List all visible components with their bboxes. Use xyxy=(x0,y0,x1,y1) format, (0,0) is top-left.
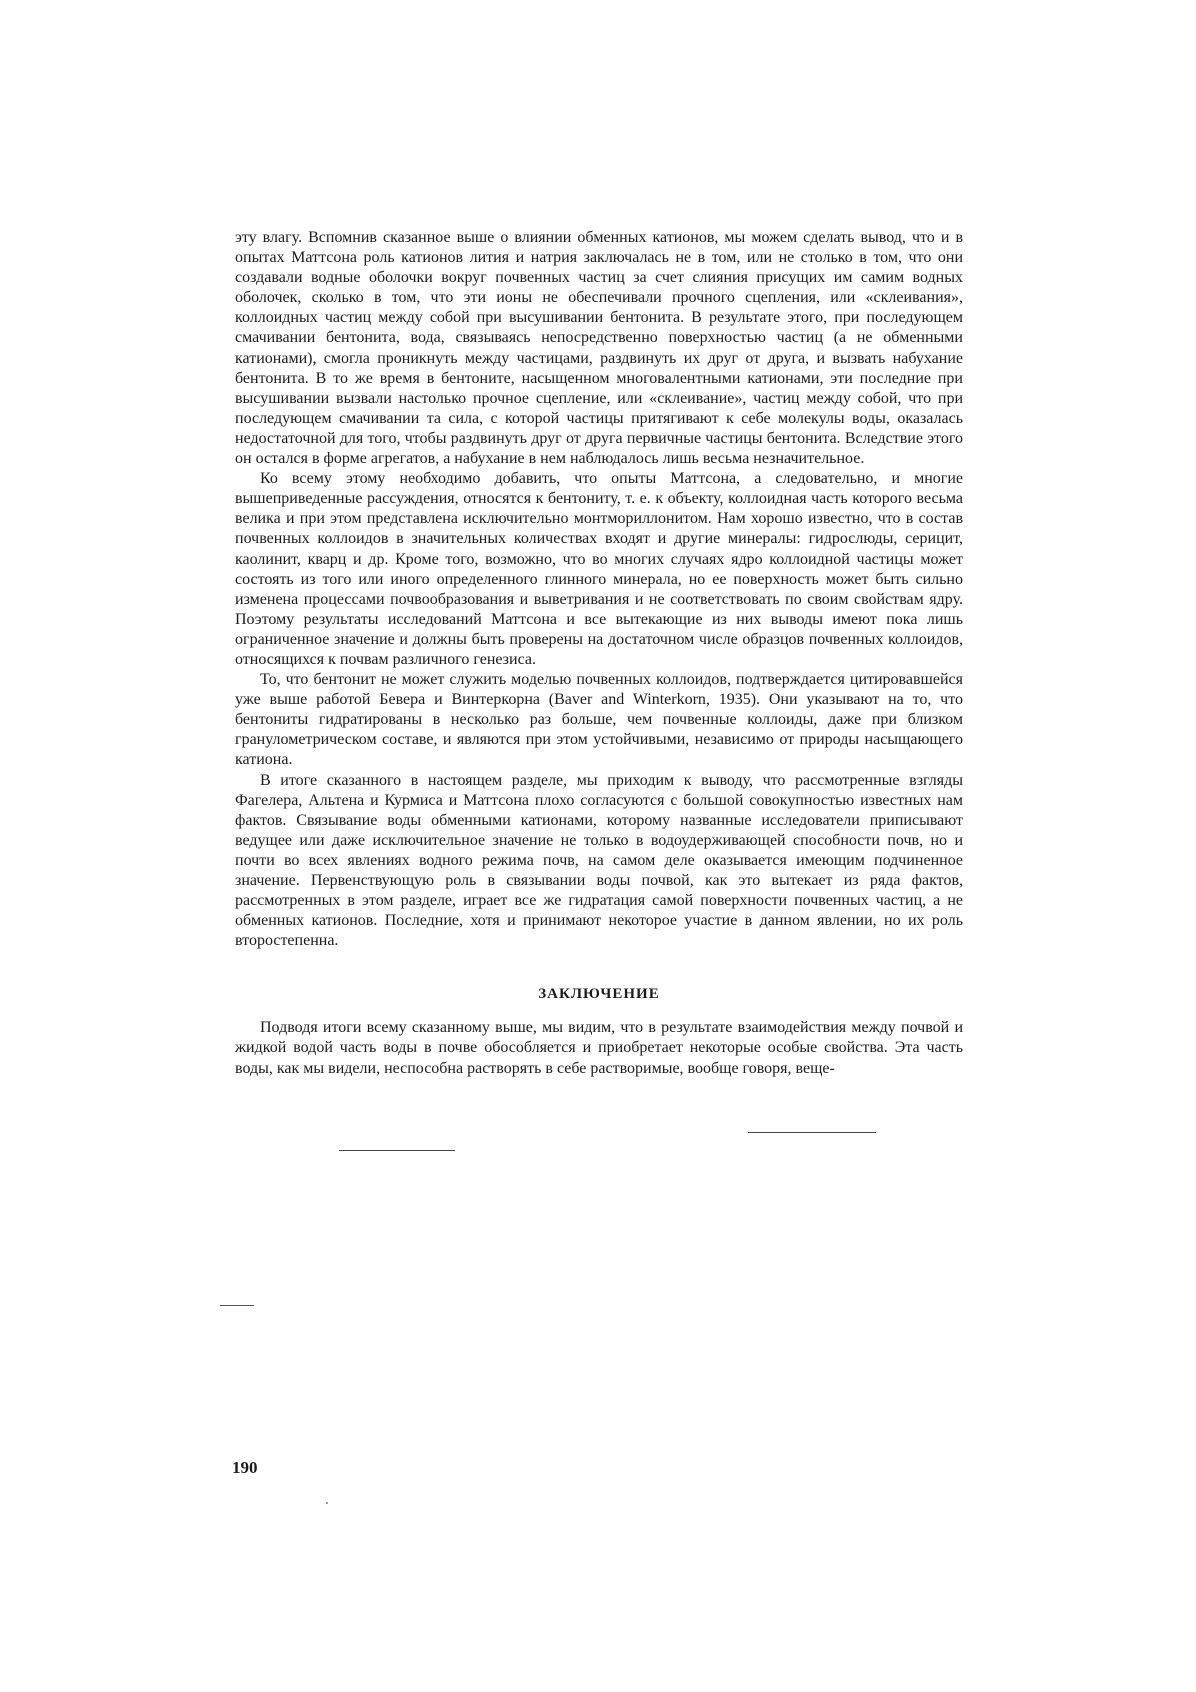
paragraph-4: В итоге сказанного в настоящем разделе, мы приходим к выводу, что рассмотренные взгляды Фагелера, Альтена и Курмиса и Маттсона плохо согласуются с большой совокупностью известных нам фактов. Связывание воды обменными катионами, которому названные исследователи приписывают ведущее или даже исключительное значение не только в водоудерживающей способности почв, но и почти во всех явлениях водного режима почв, на самом деле оказывается имеющим подчиненное значение. Первенствующую роль в связывании воды почвой, как это вытекает из ряда фактов, рассмотренных в этом разделе, играет все же гидратация самой поверхности почвенных частиц, а не обменных катионов. Последние, хотя и принимают некоторое участие в данном явлении, но их роль второстепенна. xyxy=(235,771,963,950)
pencil-underline xyxy=(748,1132,876,1133)
margin-mark xyxy=(220,1305,254,1306)
paragraph-1: эту влагу. Вспомнив сказанное выше о влиянии обменных катионов, мы можем сделать вывод, что и в опытах Маттсона роль катионов лития и натрия заключалась не в том, или не столько в том, что они создавали водные оболочки вокруг почвенных частиц за счет слияния присущих им самим водных оболочек, сколько в том, что эти ионы не обеспечивали прочного сцепления, или «склеивания», коллоидных частиц между собой при высушивании бентонита. В результате этого, при последующем смачивании бентонита, вода, связываясь непосредственно поверхностью частиц (а не обменными катионами), смогла проникнуть между частицами, раздвинуть их друг от друга, и вызвать набухание бентонита. В то же время в бентоните, насыщенном многовалентными катионами, эти последние при высушивании вызвали настолько прочное сцепление, или «склеивание», частиц между собой, что при последующем смачивании та сила, с которой частицы притягивают к себе молекулы воды, оказалась недостаточной для того, чтобы раздвинуть друг от друга первичные частицы бентонита. Вследствие этого он остался в форме агрегатов, а набухание в нем наблюдалось лишь весьма незначительное. xyxy=(235,229,963,468)
pencil-underline xyxy=(339,1150,455,1151)
paragraph-2: Ко всему этому необходимо добавить, что опыты Маттсона, а следовательно, и многие вышеприведенные рассуждения, относятся к бентониту, т. е. к объекту, коллоидная часть которого весьма велика и при этом представлена исключительно монтмориллонитом. Нам хорошо известно, что в состав почвенных коллоидов в значительных количествах входят и другие минералы: гидрослюды, серицит, каолинит, кварц и др. Кроме того, возможно, что во многих случаях ядро коллоидной частицы может состоять из того или иного определенного глинного минерала, но ее поверхность может быть сильно изменена процессами почвообразования и выветривания и не соответствовать по своим свойствам ядру. Поэтому результаты исследований Маттсона и все вытекающие из них выводы имеют пока лишь ограниченное значение и должны быть проверены на достаточном числе образцов почвенных коллоидов, относящихся к почвам различного генезиса. xyxy=(235,470,963,668)
scan-speck xyxy=(326,1502,328,1504)
page-body xyxy=(235,228,963,1079)
page-number: 190 xyxy=(232,1458,258,1477)
conclusion-paragraph: Подводя итоги всему сказанному выше, мы видим, что в результате взаимодействия между почвой и жидкой водой часть воды в почве обособляется и приобретает некоторые особые свойства. Эта часть воды, как мы видели, неспособна растворять в себе растворимые, вообще говоря, веще- xyxy=(235,1019,963,1077)
section-heading: ЗАКЛЮЧЕНИЕ xyxy=(538,986,660,1003)
paragraph-3: То, что бентонит не может служить моделью почвенных коллоидов, подтверждается цитировавшейся уже выше работой Бевера и Винтеркорна (Baver and Winterkorn, 1935). Они указывают на то, что бентониты гидратированы в несколько раз больше, чем почвенные коллоиды, даже при близком гранулометрическом составе, и являются при этом устойчивыми, независимо от природы насыщающего катиона. xyxy=(235,671,963,769)
